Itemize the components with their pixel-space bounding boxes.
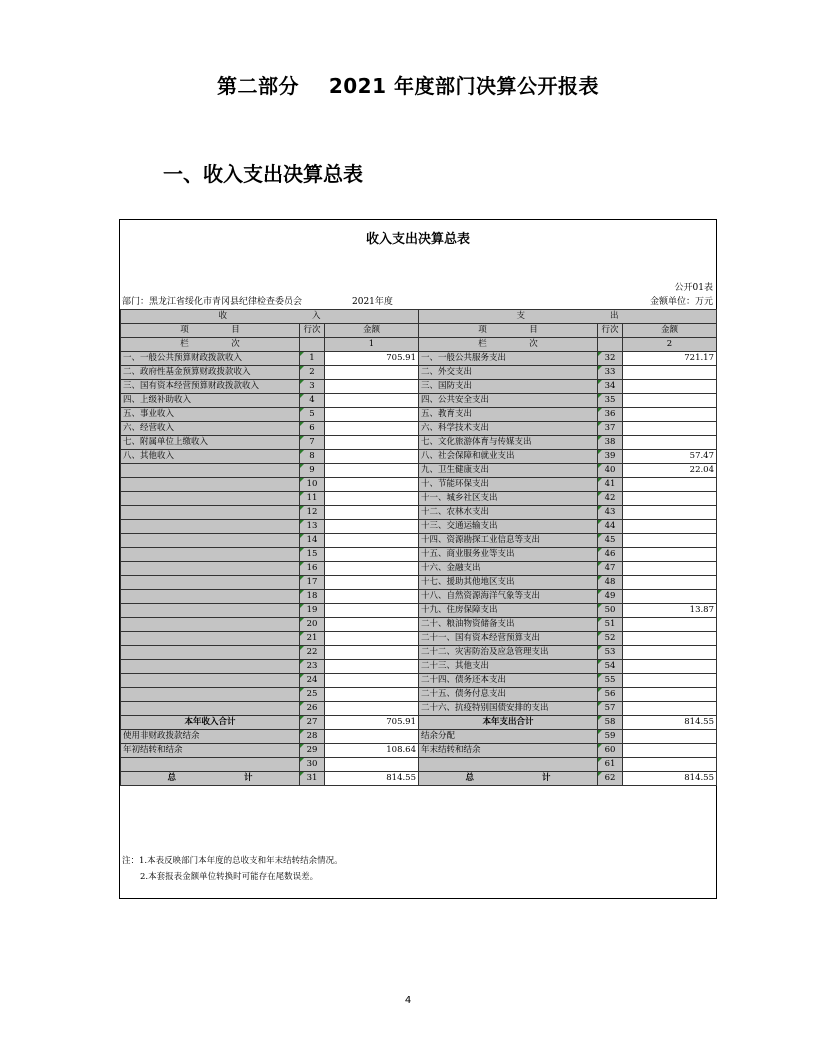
expense-line-no: 53 (598, 646, 623, 660)
expense-amount (623, 674, 717, 688)
expense-header: 支 出 (419, 310, 717, 324)
expense-line-no: 45 (598, 534, 623, 548)
expense-item: 三、国防支出 (419, 380, 598, 394)
expense-line-no: 49 (598, 590, 623, 604)
expense-item: 总 计 (419, 772, 598, 786)
income-header: 收 入 (121, 310, 419, 324)
income-line-no: 26 (300, 702, 325, 716)
income-item: 年初结转和结余 (121, 744, 300, 758)
income-item: 一、一般公共预算财政拨款收入 (121, 352, 300, 366)
income-line-no: 25 (300, 688, 325, 702)
income-line-no: 9 (300, 464, 325, 478)
table-row (121, 436, 717, 450)
table-row (121, 660, 717, 674)
expense-item: 二、外交支出 (419, 366, 598, 380)
unit-label: 金额单位：万元 (649, 297, 713, 307)
income-line-no: 4 (300, 394, 325, 408)
expense-amount (623, 730, 717, 744)
note-2: 2.本套报表金额单位转换时可能存在尾数误差。 (140, 872, 319, 882)
income-amount (325, 478, 419, 492)
income-item: 二、政府性基金预算财政拨款收入 (121, 366, 300, 380)
table-row (121, 548, 717, 562)
income-line-no: 20 (300, 618, 325, 632)
table-row (121, 632, 717, 646)
income-line-no: 1 (300, 352, 325, 366)
income-amount (325, 730, 419, 744)
expense-item: 五、教育支出 (419, 408, 598, 422)
expense-amount (623, 688, 717, 702)
expense-line-no: 50 (598, 604, 623, 618)
income-amount (325, 590, 419, 604)
expense-amount (623, 618, 717, 632)
expense-col-number: 2 (623, 338, 717, 352)
expense-line-no: 47 (598, 562, 623, 576)
table-row (121, 422, 717, 436)
income-item: 三、国有资本经营预算财政拨款收入 (121, 380, 300, 394)
part-title: 第二部分 2021 年度部门决算公开报表 (217, 74, 599, 98)
income-line-no: 24 (300, 674, 325, 688)
income-amount (325, 660, 419, 674)
income-line-no: 19 (300, 604, 325, 618)
expense-line-no: 55 (598, 674, 623, 688)
income-amount (325, 394, 419, 408)
expense-line-header: 行次 (598, 324, 623, 338)
income-item: 四、上级补助收入 (121, 394, 300, 408)
expense-item: 十五、商业服务业等支出 (419, 548, 598, 562)
expense-amount (623, 548, 717, 562)
income-amount (325, 408, 419, 422)
income-item (121, 674, 300, 688)
income-amount (325, 646, 419, 660)
page-number: 4 (404, 995, 412, 1006)
income-item (121, 562, 300, 576)
income-item (121, 464, 300, 478)
income-amount (325, 562, 419, 576)
income-amount (325, 618, 419, 632)
section-title: 一、收入支出决算总表 (163, 162, 363, 186)
expense-item: 二十四、债务还本支出 (419, 674, 598, 688)
table-row (121, 646, 717, 660)
expense-amount (623, 534, 717, 548)
expense-line-no: 36 (598, 408, 623, 422)
table-row (121, 450, 717, 464)
table-row (121, 408, 717, 422)
expense-line-no: 54 (598, 660, 623, 674)
table-row (121, 380, 717, 394)
table-row (121, 394, 717, 408)
income-amount (325, 506, 419, 520)
expense-item: 十七、援助其他地区支出 (419, 576, 598, 590)
expense-amount (623, 562, 717, 576)
income-amount (325, 366, 419, 380)
income-amount (325, 534, 419, 548)
table-row (121, 520, 717, 534)
income-amount (325, 702, 419, 716)
table-row (121, 534, 717, 548)
expense-line-no: 38 (598, 436, 623, 450)
income-line-no: 7 (300, 436, 325, 450)
table-row (121, 590, 717, 604)
expense-amount (623, 646, 717, 660)
expense-amount: 22.04 (623, 464, 717, 478)
income-item: 八、其他收入 (121, 450, 300, 464)
income-amount (325, 422, 419, 436)
expense-item: 十三、交通运输支出 (419, 520, 598, 534)
income-line-no: 16 (300, 562, 325, 576)
table-row (121, 352, 717, 366)
income-amount (325, 758, 419, 772)
expense-amount (623, 394, 717, 408)
expense-amount (623, 758, 717, 772)
expense-amount (623, 436, 717, 450)
income-line-header: 行次 (300, 324, 325, 338)
income-line-no: 27 (300, 716, 325, 730)
income-line-no: 11 (300, 492, 325, 506)
income-item (121, 478, 300, 492)
expense-item: 二十二、灾害防治及应急管理支出 (419, 646, 598, 660)
income-amount (325, 548, 419, 562)
expense-line-no: 41 (598, 478, 623, 492)
table-row (121, 562, 717, 576)
expense-item: 二十一、国有资本经营预算支出 (419, 632, 598, 646)
expense-item: 十六、金融支出 (419, 562, 598, 576)
income-line-no: 30 (300, 758, 325, 772)
table-row (121, 604, 717, 618)
income-item (121, 618, 300, 632)
expense-amount (623, 506, 717, 520)
expense-amount (623, 422, 717, 436)
income-line-no: 14 (300, 534, 325, 548)
expense-amount: 814.55 (623, 772, 717, 786)
income-amount: 705.91 (325, 352, 419, 366)
income-line-no: 3 (300, 380, 325, 394)
expense-item: 结余分配 (419, 730, 598, 744)
expense-line-no: 46 (598, 548, 623, 562)
notes (122, 853, 343, 885)
table-row (121, 506, 717, 520)
income-line-blank (300, 338, 325, 352)
income-item (121, 576, 300, 590)
income-expense-table (120, 309, 717, 786)
expense-item: 十四、资源勘探工业信息等支出 (419, 534, 598, 548)
income-item (121, 660, 300, 674)
expense-amount: 13.87 (623, 604, 717, 618)
income-item (121, 688, 300, 702)
table-row (121, 618, 717, 632)
expense-line-no: 48 (598, 576, 623, 590)
expense-item: 二十、粮油物资储备支出 (419, 618, 598, 632)
expense-line-no: 40 (598, 464, 623, 478)
income-line-no: 13 (300, 520, 325, 534)
income-item (121, 520, 300, 534)
income-line-no: 8 (300, 450, 325, 464)
income-line-no: 31 (300, 772, 325, 786)
table-row (121, 464, 717, 478)
income-amount (325, 520, 419, 534)
expense-line-no: 42 (598, 492, 623, 506)
income-item: 本年收入合计 (121, 716, 300, 730)
income-amount (325, 436, 419, 450)
expense-amount (623, 520, 717, 534)
expense-item: 八、社会保障和就业支出 (419, 450, 598, 464)
expense-item: 十二、农林水支出 (419, 506, 598, 520)
expense-amount (623, 632, 717, 646)
table-row (121, 758, 717, 772)
expense-line-no: 56 (598, 688, 623, 702)
expense-line-blank (598, 338, 623, 352)
year-label: 2021年度 (352, 297, 393, 307)
expense-item: 一、一般公共服务支出 (419, 352, 598, 366)
table-row (121, 492, 717, 506)
income-line-no: 28 (300, 730, 325, 744)
expense-amount (623, 660, 717, 674)
income-amount (325, 576, 419, 590)
income-item: 使用非财政拨款结余 (121, 730, 300, 744)
expense-item (419, 758, 598, 772)
expense-line-no: 39 (598, 450, 623, 464)
expense-item: 七、文化旅游体育与传媒支出 (419, 436, 598, 450)
expense-item: 十一、城乡社区支出 (419, 492, 598, 506)
income-line-no: 22 (300, 646, 325, 660)
income-item: 六、经营收入 (121, 422, 300, 436)
income-amount (325, 450, 419, 464)
income-item (121, 492, 300, 506)
income-col-number: 1 (325, 338, 419, 352)
income-line-no: 12 (300, 506, 325, 520)
income-amount-header: 金额 (325, 324, 419, 338)
expense-line-no: 33 (598, 366, 623, 380)
income-item (121, 702, 300, 716)
report-frame (119, 219, 717, 899)
expense-item: 十九、住房保障支出 (419, 604, 598, 618)
income-amount (325, 674, 419, 688)
header-row-sides (121, 310, 717, 324)
table-row (121, 730, 717, 744)
expense-item: 年末结转和结余 (419, 744, 598, 758)
income-item: 五、事业收入 (121, 408, 300, 422)
income-line-no: 10 (300, 478, 325, 492)
expense-amount (623, 744, 717, 758)
income-item (121, 506, 300, 520)
expense-item: 四、公共安全支出 (419, 394, 598, 408)
income-line-no: 29 (300, 744, 325, 758)
expense-item: 二十三、其他支出 (419, 660, 598, 674)
income-item (121, 758, 300, 772)
income-item-header: 项 目 (121, 324, 300, 338)
expense-item: 十八、自然资源海洋气象等支出 (419, 590, 598, 604)
income-item (121, 548, 300, 562)
expense-column-label: 栏 次 (419, 338, 598, 352)
expense-amount (623, 478, 717, 492)
expense-line-no: 34 (598, 380, 623, 394)
expense-amount-header: 金额 (623, 324, 717, 338)
expense-line-no: 37 (598, 422, 623, 436)
expense-amount: 814.55 (623, 716, 717, 730)
expense-amount (623, 576, 717, 590)
expense-amount (623, 590, 717, 604)
expense-item: 九、卫生健康支出 (419, 464, 598, 478)
income-item: 总 计 (121, 772, 300, 786)
expense-item-header: 项 目 (419, 324, 598, 338)
income-line-no: 21 (300, 632, 325, 646)
expense-item: 二十六、抗疫特别国债安排的支出 (419, 702, 598, 716)
income-line-no: 18 (300, 590, 325, 604)
expense-line-no: 51 (598, 618, 623, 632)
expense-line-no: 62 (598, 772, 623, 786)
expense-amount (623, 366, 717, 380)
expense-item: 二十五、债务付息支出 (419, 688, 598, 702)
table-row (121, 772, 717, 786)
income-item (121, 604, 300, 618)
expense-line-no: 44 (598, 520, 623, 534)
expense-amount: 57.47 (623, 450, 717, 464)
income-amount: 814.55 (325, 772, 419, 786)
income-amount (325, 688, 419, 702)
income-line-no: 17 (300, 576, 325, 590)
expense-amount (623, 492, 717, 506)
table-row (121, 716, 717, 730)
table-title: 收入支出决算总表 (365, 232, 470, 247)
table-row (121, 674, 717, 688)
expense-line-no: 57 (598, 702, 623, 716)
income-line-no: 6 (300, 422, 325, 436)
expense-line-no: 59 (598, 730, 623, 744)
expense-item: 六、科学技术支出 (419, 422, 598, 436)
income-column-label: 栏 次 (121, 338, 300, 352)
expense-line-no: 32 (598, 352, 623, 366)
table-row (121, 744, 717, 758)
income-amount (325, 464, 419, 478)
expense-item: 十、节能环保支出 (419, 478, 598, 492)
table-row (121, 702, 717, 716)
income-amount: 108.64 (325, 744, 419, 758)
income-item (121, 534, 300, 548)
table-row (121, 366, 717, 380)
income-amount: 705.91 (325, 716, 419, 730)
department-label: 部门：黑龙江省绥化市青冈县纪律检查委员会 (122, 297, 303, 307)
form-code: 公开01表 (674, 283, 713, 293)
expense-amount: 721.17 (623, 352, 717, 366)
income-amount (325, 492, 419, 506)
note-1: 注：1.本表反映部门本年度的总收支和年末结转结余情况。 (122, 856, 343, 866)
income-item (121, 646, 300, 660)
expense-line-no: 52 (598, 632, 623, 646)
income-amount (325, 380, 419, 394)
income-line-no: 15 (300, 548, 325, 562)
income-item: 七、附属单位上缴收入 (121, 436, 300, 450)
income-line-no: 2 (300, 366, 325, 380)
income-amount (325, 632, 419, 646)
expense-line-no: 43 (598, 506, 623, 520)
expense-item: 本年支出合计 (419, 716, 598, 730)
expense-line-no: 35 (598, 394, 623, 408)
expense-line-no: 60 (598, 744, 623, 758)
income-line-no: 23 (300, 660, 325, 674)
income-line-no: 5 (300, 408, 325, 422)
income-item (121, 632, 300, 646)
income-amount (325, 604, 419, 618)
expense-amount (623, 380, 717, 394)
expense-line-no: 58 (598, 716, 623, 730)
expense-amount (623, 408, 717, 422)
table-row (121, 576, 717, 590)
table-row (121, 478, 717, 492)
header-row-columns (121, 324, 717, 338)
table-row (121, 688, 717, 702)
expense-line-no: 61 (598, 758, 623, 772)
expense-amount (623, 702, 717, 716)
header-row-index (121, 338, 717, 352)
income-item (121, 590, 300, 604)
